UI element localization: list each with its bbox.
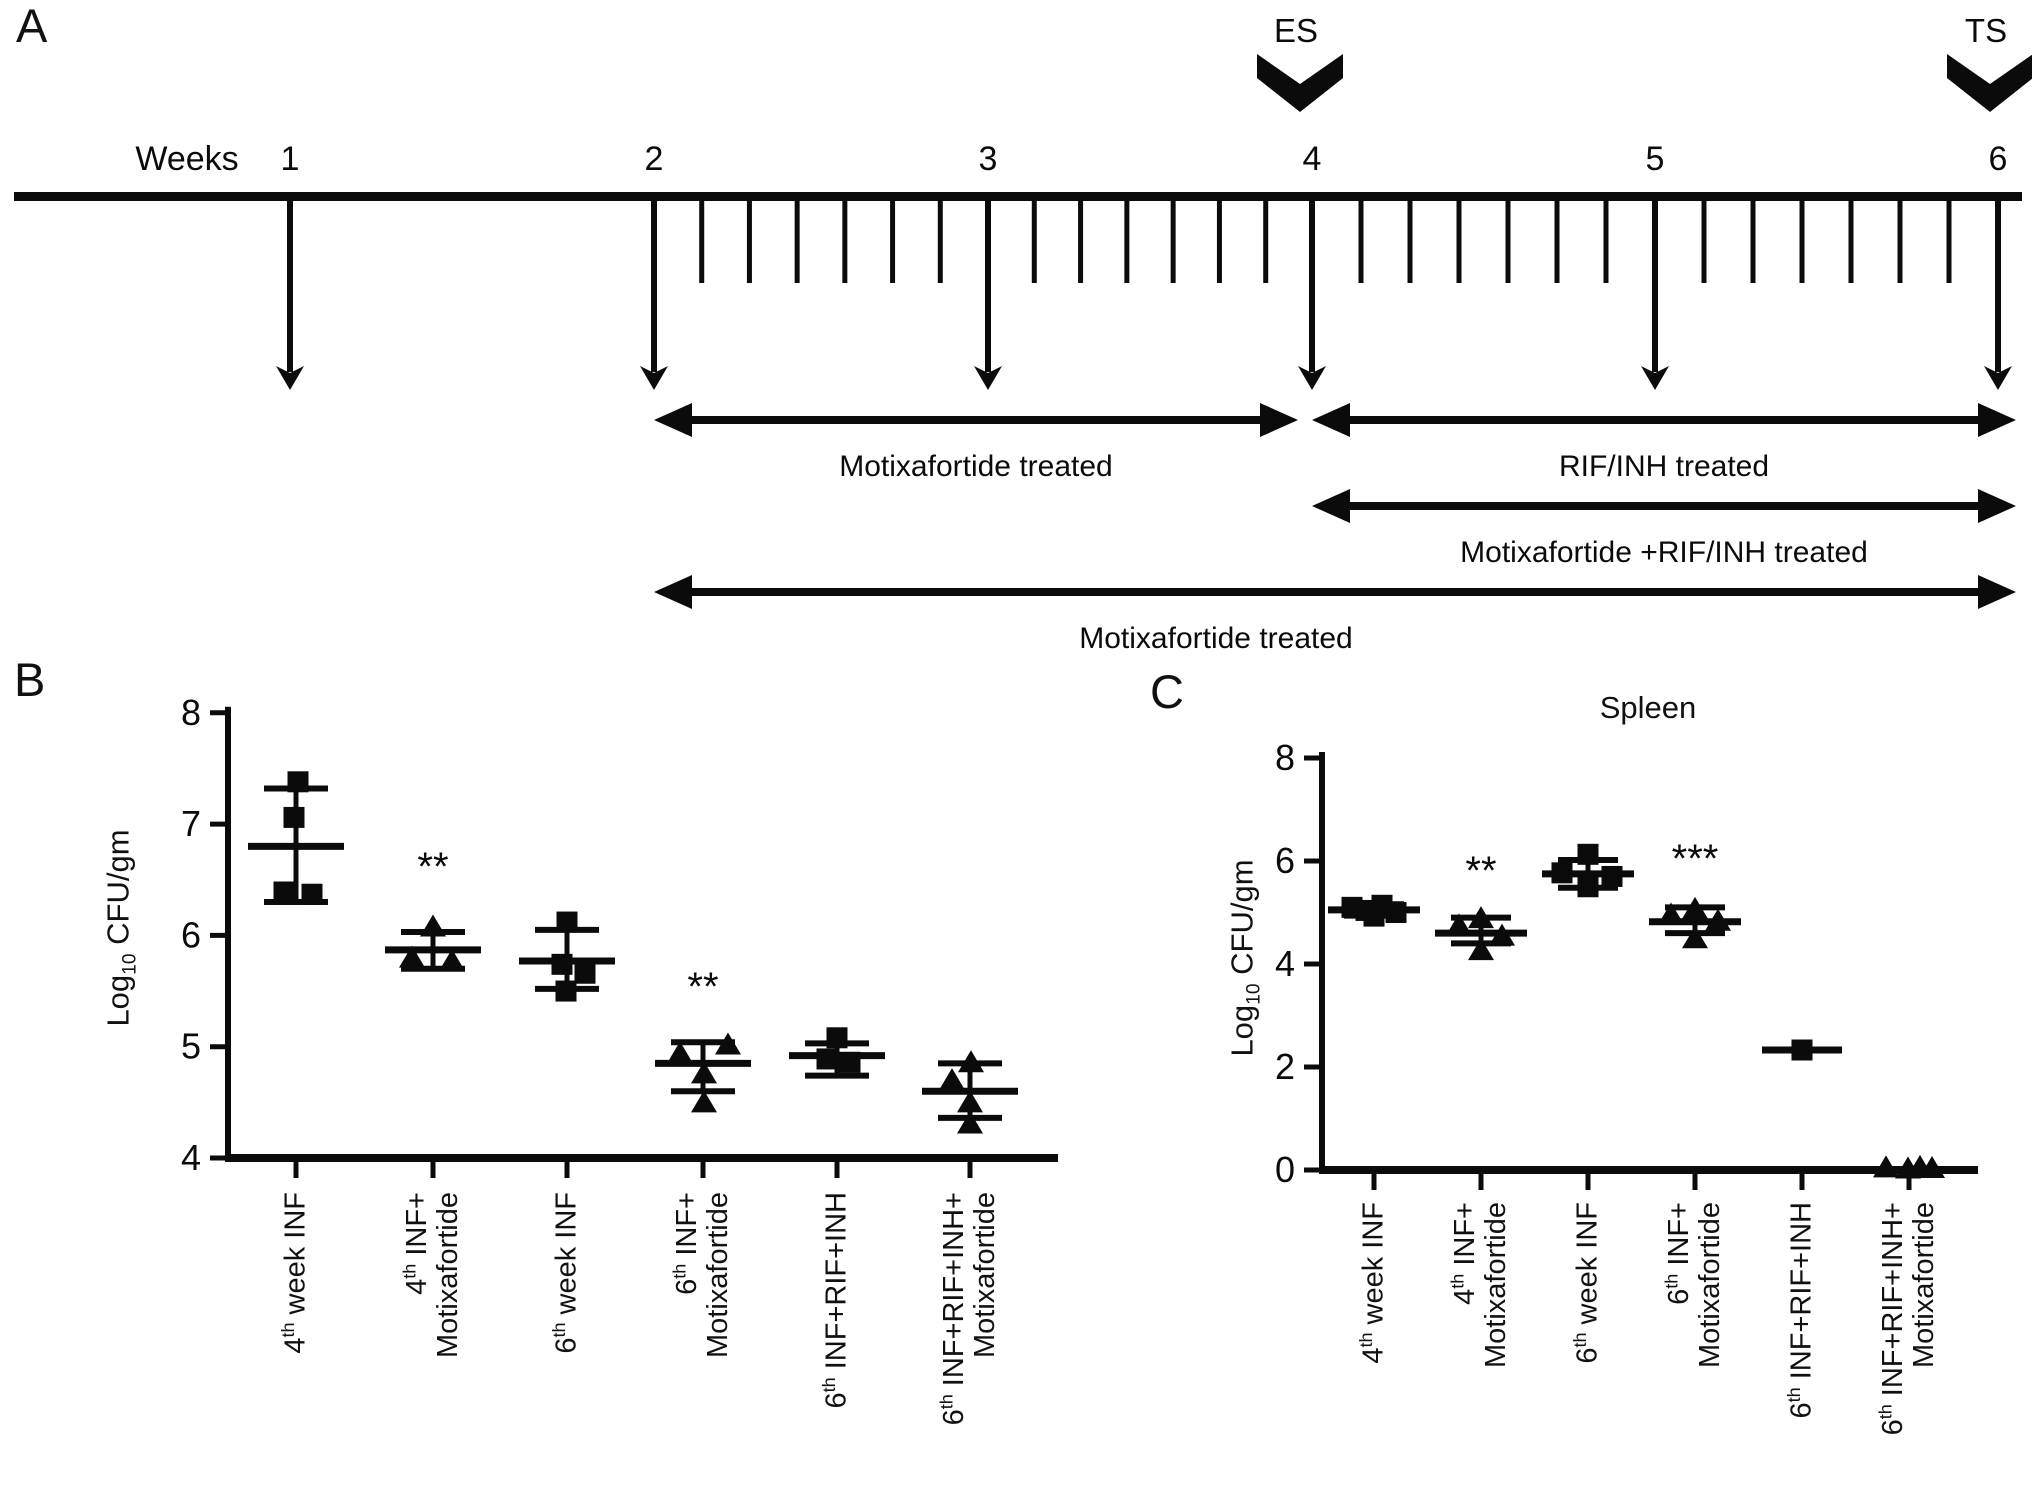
ts-marker-icon	[1947, 54, 2032, 112]
data-point-triangle	[957, 1111, 983, 1133]
data-point-square	[1552, 862, 1573, 883]
y-tick-label: 6	[180, 914, 201, 956]
y-tick-label: 4	[180, 1137, 201, 1178]
treatment-arrow-label: Motixafortide treated	[839, 450, 1113, 483]
data-point-triangle	[420, 914, 446, 936]
panel-a-label: A	[16, 0, 48, 52]
x-axis-category-label: 6th INF+ Motixafortide	[1661, 1202, 1726, 1369]
data-point-triangle	[1682, 926, 1708, 948]
week-number: 5	[1645, 140, 1665, 178]
data-point-square	[1578, 844, 1599, 865]
treatment-arrow-label: Motixafortide treated	[1079, 622, 1353, 655]
arrowhead-right-icon	[1978, 575, 2016, 609]
panel-b-plot	[181, 692, 1058, 1178]
week-number: 2	[644, 140, 664, 178]
x-axis-category-label: 6th INF+RIF+INH	[1783, 1202, 1818, 1419]
y-tick-label: 6	[1274, 840, 1295, 881]
significance-marker: **	[1465, 849, 1497, 894]
data-point-square	[557, 912, 578, 933]
significance-marker: **	[687, 964, 719, 1009]
significance-marker: **	[417, 844, 449, 889]
panel-c-y-axis-label: Log$_{10}$ CFU/gm	[1224, 859, 1265, 1057]
data-point-square	[274, 881, 295, 902]
x-axis-category-label: 4th week INF	[1355, 1202, 1390, 1364]
arrowhead-left-icon	[1312, 403, 1350, 437]
data-point-square	[1386, 902, 1407, 923]
data-point-square	[575, 963, 596, 984]
panel-c-title: Spleen	[1599, 690, 1697, 725]
y-tick-label: 8	[180, 691, 201, 733]
y-tick-label: 8	[1274, 737, 1295, 778]
x-axis-category-label: 4th INF+ Motixafortide	[399, 1192, 464, 1359]
data-point-square	[288, 771, 309, 792]
es-marker-icon	[1257, 54, 1343, 112]
panel-a-timeline	[14, 12, 2032, 655]
panel-c-label: C	[1150, 665, 1184, 718]
panel-b-y-axis-label: Log$_{10}$ CFU/gm	[100, 829, 141, 1027]
x-axis-category-label: 4th week INF	[277, 1192, 312, 1354]
data-point-square	[840, 1052, 861, 1073]
event-label: TS	[1964, 12, 2008, 49]
week-number: 3	[978, 140, 998, 178]
x-axis-category-label: 6th INF+ Motixafortide	[669, 1192, 734, 1359]
arrowhead-right-icon	[1260, 403, 1298, 437]
timeline-axis	[14, 192, 2022, 201]
data-point-square	[556, 981, 577, 1002]
y-tick-label: 2	[1274, 1046, 1295, 1087]
data-point-square	[827, 1027, 848, 1048]
significance-marker: ***	[1671, 836, 1719, 881]
y-tick-label: 7	[180, 803, 201, 845]
y-tick-label: 4	[1274, 943, 1295, 984]
data-point-square	[302, 884, 323, 905]
panel-c-plot	[1275, 737, 1978, 1190]
week-number: 1	[280, 140, 300, 178]
panel-b-label: B	[14, 653, 46, 706]
y-tick-label: 0	[1274, 1149, 1295, 1190]
data-point-square	[1792, 1040, 1813, 1061]
arrowhead-right-icon	[1978, 403, 2016, 437]
x-axis-category-label: 6th week INF	[1569, 1202, 1604, 1364]
treatment-arrow-label: RIF/INH treated	[1558, 450, 1770, 483]
arrowhead-left-icon	[654, 575, 692, 609]
arrowhead-left-icon	[654, 403, 692, 437]
x-axis-category-label: 6th INF+RIF+INH	[818, 1192, 853, 1409]
data-point-square	[284, 807, 305, 828]
data-point-square	[552, 954, 573, 975]
data-point-square	[1578, 876, 1599, 897]
x-axis-category-label: 6th INF+RIF+INH+ Motixafortide	[936, 1192, 1001, 1426]
x-axis-category-label: 4th INF+ Motixafortide	[1447, 1202, 1512, 1369]
x-axis-category-label: 6th week INF	[548, 1192, 583, 1354]
data-point-square	[1364, 906, 1385, 927]
week-number: 6	[1988, 140, 2008, 178]
x-axis-category-label: 6th INF+RIF+INH+ Motixafortide	[1875, 1202, 1940, 1436]
arrowhead-right-icon	[1978, 489, 2016, 523]
event-label: ES	[1273, 12, 1319, 49]
data-point-square	[817, 1048, 838, 1069]
y-tick-label: 5	[180, 1025, 201, 1067]
treatment-arrow-label: Motixafortide +RIF/INH treated	[1460, 536, 1868, 569]
arrowhead-left-icon	[1312, 489, 1350, 523]
data-point-square	[1602, 866, 1623, 887]
weeks-label: Weeks	[135, 140, 239, 178]
week-number: 4	[1302, 140, 1322, 178]
